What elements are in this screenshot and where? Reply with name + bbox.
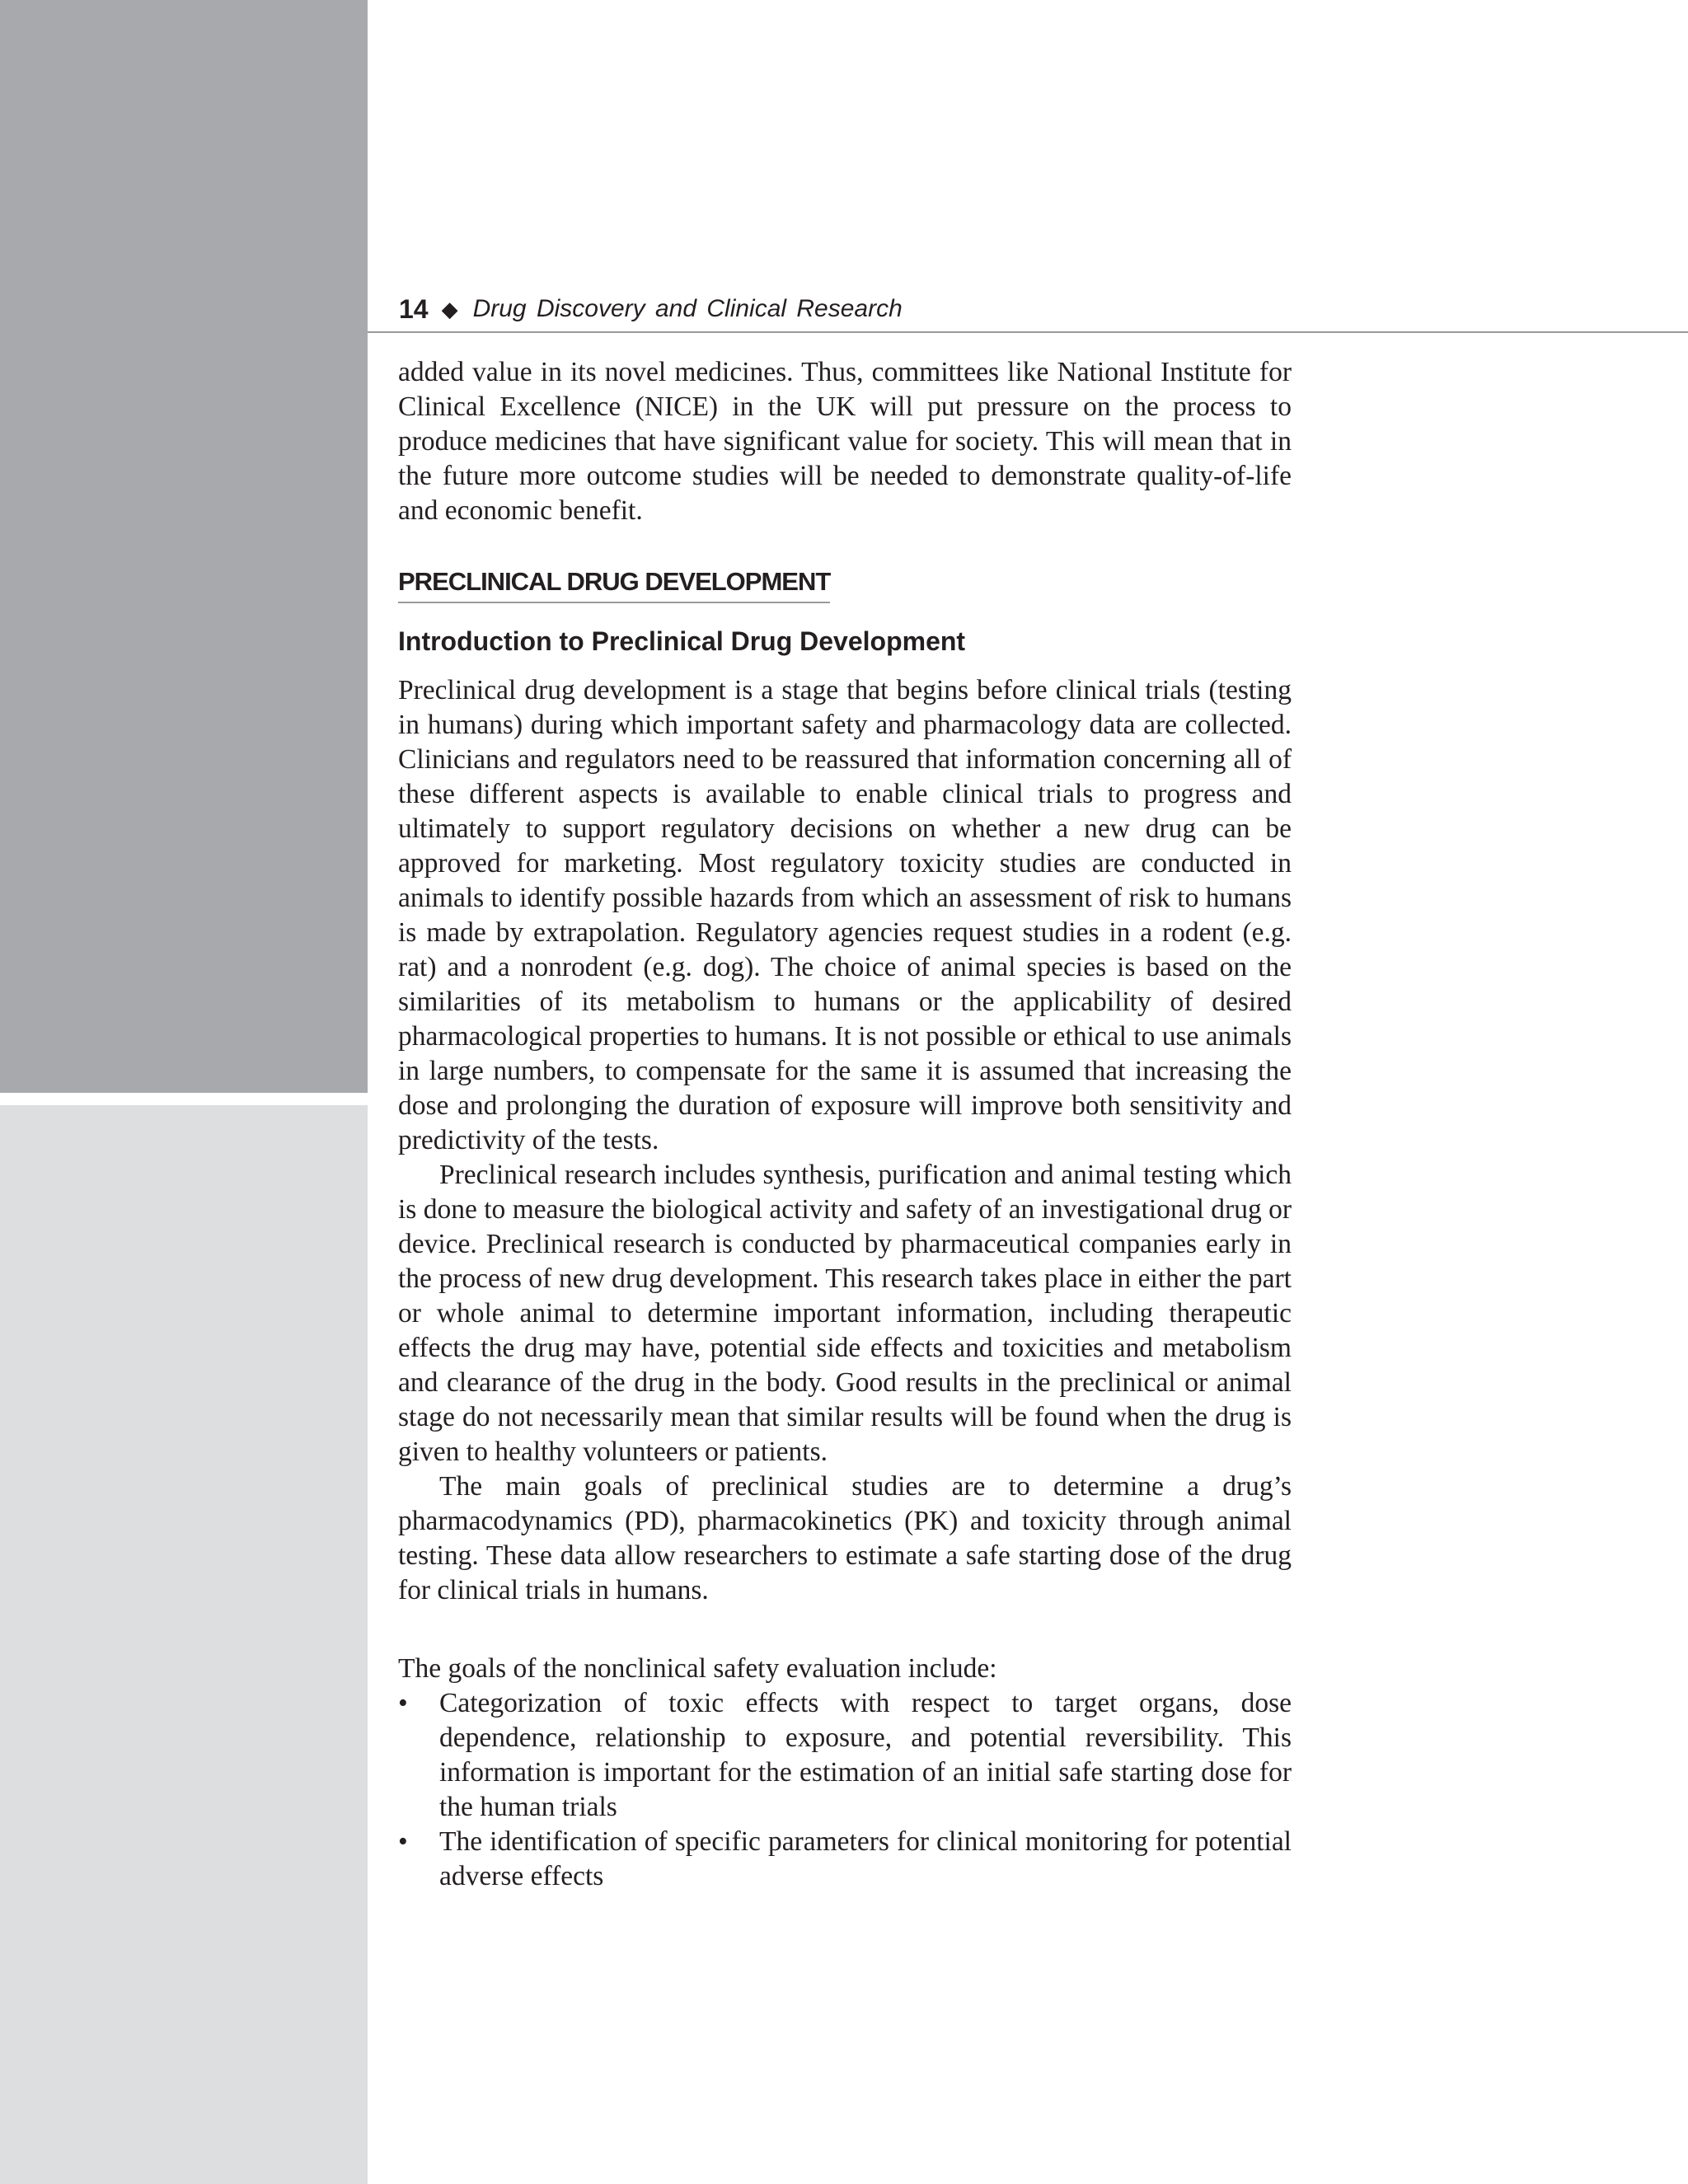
body-paragraph-1: Preclinical drug development is a stage that begins before clinical trials (testing in humans) during which important safety and pharmacology data are collected. Clinicians and regulators need to be reassured that information concerning all of these different aspects is available to enable clinical trials to progress and ultimately to support regulatory decisions on whether a new drug can be approved for marketing. Most regulatory toxicity studies are conducted in animals to identify possible hazards from which an assessment of risk to humans is made by extrapolation. Regulatory agencies request studies in a rodent (e.g. rat) and a nonrodent (e.g. dog). The choice of animal species is based on the similarities of its metabolism to humans or the applicability of desired pharmacological properties to humans. It is not possible or ethical to use animals in large numbers, to compensate for the same it is assumed that increasing the dose and prolonging the duration of exposure will improve both sensitivity and predictivity of the tests. — [398, 675, 1292, 1155]
page-number: 14 — [399, 293, 429, 324]
list-item — [398, 1825, 1292, 1894]
sidebar-dark-band — [0, 0, 368, 1093]
body-text-block — [398, 673, 1292, 1608]
goals-text-block — [398, 1652, 1292, 1894]
body-paragraph-3: The main goals of preclinical studies are to determine a drug’s pharmacodynamics (PD), pharmacokinetics (PK) and toxicity through animal testing. These data allow researchers to estimate a safe starting dose of the drug for clinical trials in humans. — [398, 1471, 1292, 1605]
subsection-heading: Introduction to Preclinical Drug Development — [398, 626, 966, 656]
list-item-text: The identification of specific parameters for clinical monitoring for potential adverse effects — [439, 1826, 1292, 1891]
diamond-icon: ◆ — [441, 296, 458, 321]
bullet-icon: • — [398, 1826, 408, 1857]
section-heading: PRECLINICAL DRUG DEVELOPMENT — [398, 567, 830, 603]
list-item — [398, 1686, 1292, 1825]
list-item-text: Categorization of toxic effects with respect to target organs, dose dependence, relationship to exposure, and potential reversibility. This information is important for the estimation of an initial safe starting dose for the human trials — [439, 1688, 1292, 1822]
header-rule — [368, 331, 1688, 333]
sidebar-light-band — [0, 1105, 368, 2184]
running-head — [399, 290, 903, 328]
goals-intro: The goals of the nonclinical safety evaluation include: — [398, 1653, 997, 1684]
intro-paragraph: added value in its novel medicines. Thus, committees like National Institute for Clinical Excellence (NICE) in the UK will put pressure on the process to produce medicines that have significant value for society. This will mean that in the future more outcome studies will be needed to demonstrate quality-of-life and economic benefit. — [398, 357, 1292, 526]
book-title: Drug Discovery and Clinical Research — [472, 295, 903, 322]
body-paragraph-2: Preclinical research includes synthesis, purification and animal testing which is done to measure the biological activity and safety of an investigational drug or device. Preclinical research is conducted by pharmaceutical companies early in the process of new drug development. This research takes place in either the part or whole animal to determine important information, including therapeutic effects the drug may have, potential side effects and toxicities and metabolism and clearance of the drug in the body. Good results in the preclinical or animal stage do not necessarily mean that similar results will be found when the drug is given to healthy volunteers or patients. — [398, 1160, 1292, 1467]
goals-list — [398, 1686, 1292, 1894]
bullet-icon: • — [398, 1688, 408, 1718]
intro-text-block — [398, 355, 1292, 528]
